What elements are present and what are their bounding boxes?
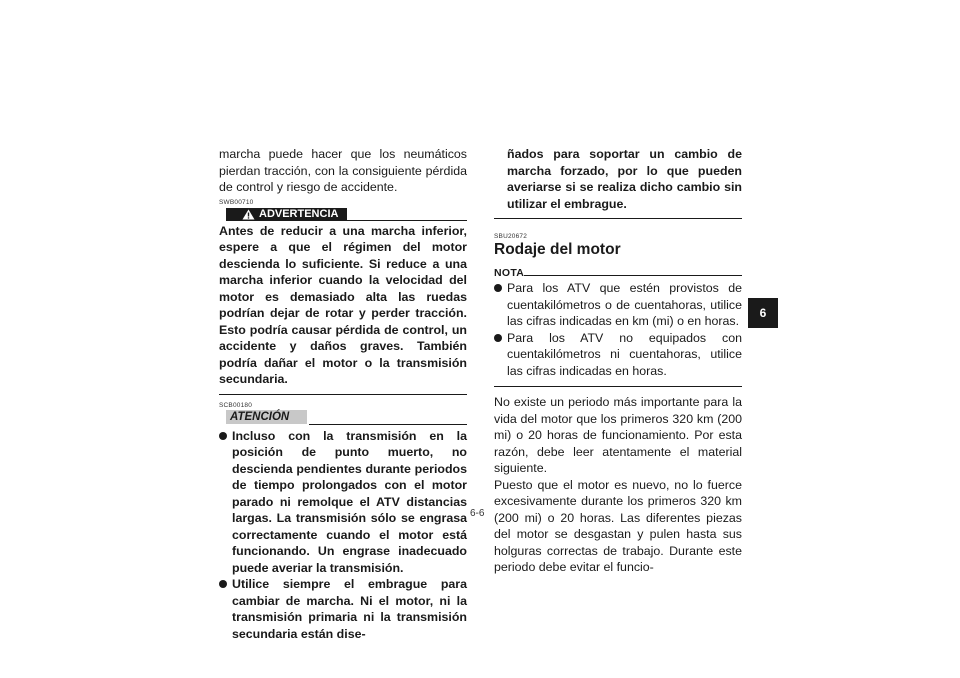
caution-code: SCB00180	[219, 401, 253, 409]
warning-triangle-icon	[242, 209, 255, 220]
caution-line	[309, 424, 467, 425]
caution-end-rule	[494, 218, 742, 219]
caution-label: ATENCIÓN	[230, 410, 290, 423]
caution-continued	[494, 146, 742, 212]
note-label: NOTA	[494, 267, 525, 279]
caution-item	[219, 428, 467, 577]
warning-header	[219, 207, 467, 221]
note-end-rule	[494, 386, 742, 387]
warning-text: Antes de reducir a una marcha inferior, espere a que el régimen del motor descienda lo suficiente. Si reduce a una marcha inferior cuando la velocidad del motor es demasiado alta las ruedas podrían dejar de rotar y perder tracción. Esto podría causar pérdida de control, un accidente y daños graves. También podría dañar el motor o la transmisión secundaria.	[219, 223, 467, 386]
page-number: 6-6	[470, 508, 485, 519]
caution-item-text: Incluso con la transmisión en la posición de punto muerto, no descienda pendientes durante periodos de tiempo prolongados con el motor parado ni remolque el ATV distancias largas. La transmisión sólo se engrasa correctamente cuando el motor está funcionando. Un engrase inadecuado puede averiar la transmisión.	[232, 428, 467, 575]
section-code: SBU20672	[494, 233, 528, 240]
warning-end-rule	[219, 394, 467, 395]
note-line	[524, 275, 742, 276]
bullet-icon	[219, 432, 227, 440]
caution-continued-text: ñados para soportar un cambio de marcha forzado, por lo que pueden averiarse si se realiza dicho cambio sin utilizar el embrague.	[507, 147, 742, 211]
left-column	[219, 146, 467, 642]
caution-header	[219, 410, 467, 425]
note-item-text: Para los ATV no equipados con cuentakilómetros ni cuentahoras, utilice las cifras indicadas en horas.	[507, 330, 742, 378]
note-item	[494, 280, 742, 330]
warning-line	[347, 220, 467, 221]
caution-label-box	[226, 410, 307, 424]
bullet-icon	[494, 334, 502, 342]
note-item-text: Para los ATV que estén provistos de cuentakilómetros o de cuentahoras, utilice las cifras indicadas en km (mi) o en horas.	[507, 281, 742, 328]
note-item	[494, 330, 742, 380]
note-header	[494, 267, 742, 280]
warning-label-box	[226, 208, 347, 221]
section-title: Rodaje del motor	[494, 241, 621, 258]
warning-label: ADVERTENCIA	[259, 207, 339, 220]
intro-paragraph: marcha puede hacer que los neumáticos pierdan tracción, con la consiguiente pérdida de control y riesgo de accidente.	[219, 147, 467, 194]
warning-code: SWB00710	[219, 198, 254, 206]
bullet-icon	[219, 580, 227, 588]
body-paragraph: No existe un periodo más importante para la vida del motor que los primeros 320 km (200 mi) o 20 horas de funcionamiento. Por esta razón, debe leer atentamente el material siguiente.	[494, 395, 742, 475]
caution-item	[219, 576, 467, 642]
chapter-tab: 6	[748, 298, 778, 328]
caution-item-text: Utilice siempre el embrague para cambiar de marcha. Ni el motor, ni la transmisión primaria ni la transmisión secundaria están dise-	[232, 577, 467, 641]
bullet-icon	[494, 284, 502, 292]
body-paragraph: Puesto que el motor es nuevo, no lo fuerce excesivamente durante los primeros 320 km (200 mi) o 20 horas. Las diferentes piezas del motor se desgastan y pulen hasta sus holguras correctas de trabajo. Durante este periodo debe evitar el funcio-	[494, 477, 742, 574]
right-column	[494, 146, 742, 576]
